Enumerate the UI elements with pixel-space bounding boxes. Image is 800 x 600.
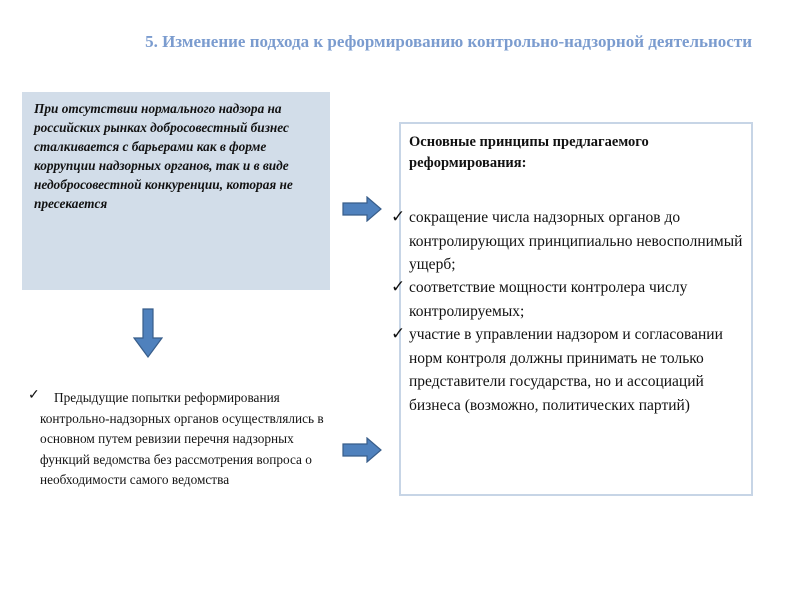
left-box-text: При отсутствии нормального надзора на российских рынках добросовестный бизнес сталкивается с барьерами как в форме коррупции надзорных органов, так и в виде недобросовестной конкуренции, которая не пресекается bbox=[34, 101, 293, 211]
arrow-right-icon bbox=[342, 196, 382, 222]
principles-box bbox=[391, 122, 753, 496]
check-icon: ✓ bbox=[28, 388, 40, 403]
check-icon: ✓ bbox=[391, 277, 406, 296]
check-icon: ✓ bbox=[391, 207, 406, 226]
principle-item: сокращение числа надзорных органов до контролирующих принципиально невосполнимый ущерб; bbox=[409, 209, 743, 273]
arrow-down-icon bbox=[133, 308, 163, 358]
check-icon: ✓ bbox=[391, 324, 406, 343]
previous-attempts-text: Предыдущие попытки реформирования контрольно-надзорных органов осуществлялись в основном путем ревизии перечня надзорных функций ведомства без рассмотрения вопроса о необходимости самого ведомства bbox=[40, 390, 324, 487]
left-problem-box bbox=[22, 92, 330, 290]
bottom-left-text bbox=[40, 388, 340, 491]
principles-title: Основные принципы предлагаемого реформирования: bbox=[409, 134, 649, 171]
slide-title: 5. Изменение подхода к реформированию контрольно-надзорной деятельности bbox=[145, 32, 752, 51]
arrow-right-icon bbox=[342, 437, 382, 463]
principle-item: соответствие мощности контролера числу контролируемых; bbox=[409, 279, 688, 320]
principle-item: участие в управлении надзором и согласовании норм контроля должны принимать не только представители государства, но и ассоциаций бизнеса (возможно, политических партий) bbox=[409, 326, 723, 414]
